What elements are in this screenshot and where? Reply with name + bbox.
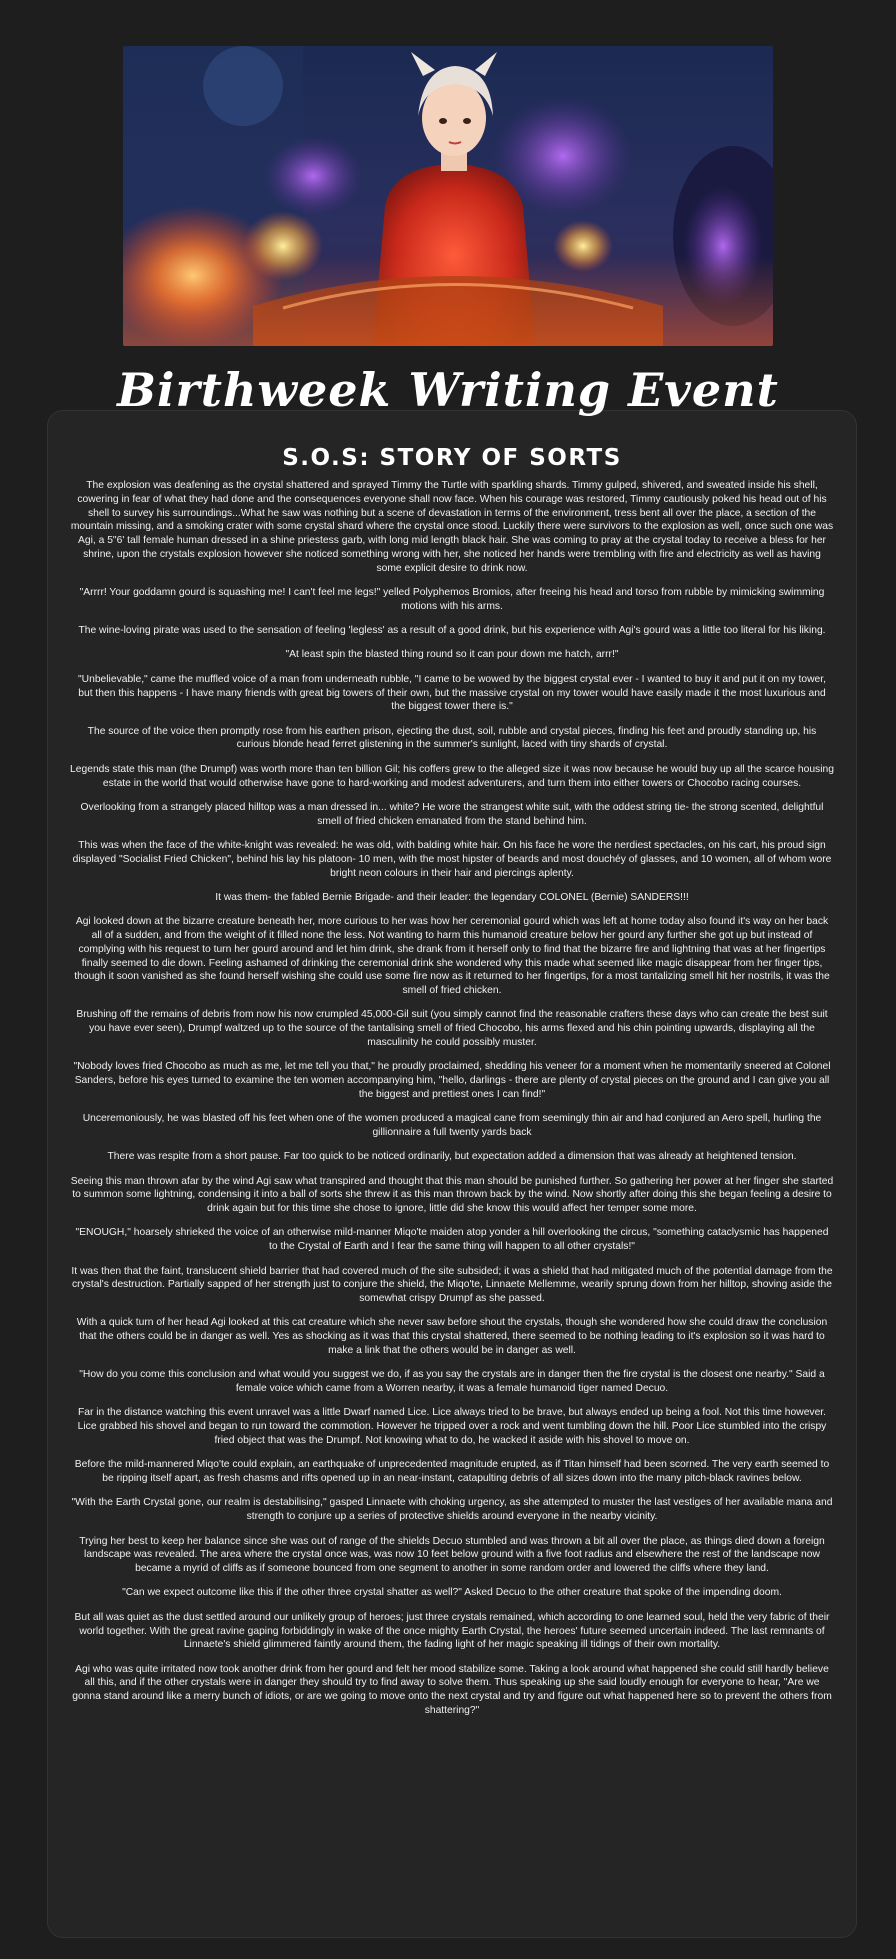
story-paragraph: With a quick turn of her head Agi looked at this cat creature which she never saw before shout the crystals, though she wondered how she could draw the conclusion that the others could be in danger as well. Yes as shocking as it was that this crystal shattered, there seemed to be nothing leading to it's explosion so it was hard to make a link that the others would be in danger as well. [76, 1317, 828, 1357]
story-paragraph: Agi who was quite irritated now took another drink from her gourd and felt her mood stabilize some. Taking a look around what happened she could still hardly believe all this, and if the other crystals were in danger they should try to find away to solve them. Thus speaking up she said loudly enough for everyone to hear, "Are we gonna stand around like a merry bunch of idiots, or are we going to move onto the next crystal and try and figure out what happened here so to prevent the others from shattering?" [72, 1663, 832, 1716]
story-paragraph: Agi looked down at the bizarre creature beneath her, more curious to her was how her ceremonial gourd which was left at home today also found it's way on her back all of a sudden, and from the weight of it filled none the less. Not wanting to harm this humanoid creature below her gourd any further she got up but instead of complying with his request to turn her gourd around and let him drink, she drank from it herself only to find that the bizarre fire and lightning that was at her fingertips finally seemed to die down. Feeling ashamed of drinking the ceremonial drink she wondered why this made what seemed like magic disappear from her finger tips, though it soon vanished as she found herself wishing she could use some fire now as it returned to her fingertips, for a most tantalizing smell hit her nostrils, it was the smell of fried chicken. [74, 916, 830, 997]
story-paragraph: "With the Earth Crystal gone, our realm is destabilising," gasped Linnaete with choking urgency, as she attempted to muster the last vestiges of her available mana and strength to conjure up a series of protective shields around everyone in the nearby vicinity. [71, 1497, 833, 1523]
hero-image [123, 46, 773, 346]
story-paragraph: "Nobody loves fried Chocobo as much as me, let me tell you that," he proudly proclaimed, shedding his veneer for a moment when he momentarily sneered at Colonel Sanders, before his eyes turned to examine the ten women accompanying him, "hello, darlings - there are plenty of crystal pieces on the ground and I can give you all the biggest and prettiest ones I can find!" [73, 1061, 831, 1100]
story-paragraph: Far in the distance watching this event unravel was a little Dwarf named Lice. Lice always tried to be brave, but always ended up being a fool. Not this time however. Lice grabbed his shovel and began to run toward the commotion. However he tripped over a rock and went tumbling down the hill. Poor Lice stumbled into the crispy fried object that was the Drumpf. Not knowing what to do, he wacked it aside with his shovel to move on. [77, 1407, 827, 1447]
story-paragraph: "At least spin the blasted thing round so it can pour down me hatch, arrr!" [285, 649, 619, 661]
story-paragraph: It was then that the faint, translucent shield barrier that had covered much of the site subsided; it was a shield that had mitigated much of the potential damage from the crystal's destruction. Partially sapped of her strength just to conjure the shield, the Miqo'te, Linnaete Mellemme, wearily sprung down from her hilltop, shoving aside the somewhat crispy Drumpf as she passed. [71, 1265, 833, 1305]
story-paragraph: "How do you come this conclusion and what would you suggest we do, if as you say the crystals are in danger then the fire crystal is the closest one nearby." Said a female voice which came from a Worren nearby, it was a female humanoid tiger named Decuo. [79, 1369, 825, 1395]
story-paragraph: It was them- the fabled Bernie Brigade- and their leader: the legendary COLONEL (Bernie) SANDERS!!! [215, 891, 689, 903]
story-paragraph: "Arrrr! Your goddamn gourd is squashing me! I can't feel me legs!" yelled Polyphemos Bromios, after freeing his head and torso from rubble by mimicking swimming motions with his arms. [79, 587, 825, 612]
story-paragraph: But all was quiet as the dust settled around our unlikely group of heroes; just three crystals remained, which according to one learned soul, held the very fabric of their world together. With the great ravine gaping forbiddingly in wake of the once mighty Earth Crystal, the heroes' future seemed uncertain indeed. The last remnants of Linnaete's shield glimmered faintly around them, the fading light of her magic speaking ill tidings of their own mortality. [74, 1611, 830, 1651]
story-paragraph: The explosion was deafening as the crystal shattered and sprayed Timmy the Turtle with sparkling shards. Timmy gulped, shivered, and sweated inside his shell, cowering in fear of what they had done and the consequences everyone shall now face. When his courage was restored, Timmy cautiously poked his head out of his shell to survey his surroundings...What he saw was nothing but a scene of devastation in terms of the environment, tress bent all over the place, a section of the mountain missing, and a smoking crater with some crystal shard where the crystal once stood. Luckily there were survivors to the explosion as well, once such one was Agi, a 5"6' tall female human dressed in a shine priestess garb, with long mid length black hair. She was coming to pray at the crystal today to receive a bless for her shrine, upon the crystals explosion however she noticed something wrong with her, she noticed her hands were trembling with fire and electricity as well as having some explicit desire to drink now. [70, 480, 834, 574]
story-paragraph: Seeing this man thrown afar by the wind Agi saw what transpired and thought that this man should be punished further. So gathering her power at her finger she started to summon some lightning, condensing it into a ball of sorts she threw it as this man thrown back by the wind. Now shortly after doing this she began feeling a desire to drink again but for this time she chose to ignore, little did she know this would affect her temper some more. [70, 1175, 834, 1215]
story-paragraph: There was respite from a short pause. Far too quick to be noticed ordinarily, but expectation added a dimension that was already at heightened tension. [107, 1151, 797, 1163]
story-paragraph: This was when the face of the white-knight was revealed: he was old, with balding white hair. On his face he wore the nerdiest spectacles, on his cart, his proud sign displayed "Socialist Fried Chicken", behind his lay his platoon- 10 men, with the most hipster of beards and most douchéy of glasses, and 10 women, all of whom wore bright neon colours in their hair and piercings aplenty. [72, 839, 832, 879]
story-paragraph: Legends state this man (the Drumpf) was worth more than ten billion Gil; his coffers grew to the alleged size it was now because he would buy up all the scarce housing estate in the world that would otherwise have gone to hard-working and modest adventurers, and turn them into either towers or Chocobo racing courses. [70, 763, 834, 789]
story-paragraph: "Unbelievable," came the muffled voice of a man from underneath rubble, "I came to be wowed by the biggest crystal ever - I wanted to buy it and put it on my tower, but then this happens - I have many friends with great big towers of their own, but the massive crystal on my tower would have easily made it the most luxurious and the biggest tower there is." [78, 673, 826, 713]
story-body [48, 479, 856, 1718]
story-paragraph: Before the mild-mannered Miqo'te could explain, an earthquake of unprecedented magnitude erupted, as if Titan himself had been scorned. The very earth seemed to be ripping itself apart, as fresh chasms and rifts opened up in an near-instant, catapulting debris of all sizes down into the many pitch-black ravines below. [74, 1459, 830, 1485]
story-paragraph: Trying her best to keep her balance since she was out of range of the shields Decuo stumbled and was thrown a bit all over the place, as things died down a foreign landscape was revealed. The area where the crystal once was, was now 10 feet below ground with a five foot radius and elsewhere the rest of the landscape now became a myrid of cliffs as if someone bounced from one segment to another in some random order and lowered the cliffs where they land. [79, 1535, 825, 1575]
story-paragraph: "Can we expect outcome like this if the other three crystal shatter as well?" Asked Decuo to the other creature that spoke of the impending doom. [122, 1587, 782, 1599]
story-paragraph: Brushing off the remains of debris from now his now crumpled 45,000-Gil suit (you simply cannot find the reasonable crafters these days who can create the best suit you have ever seen), Drumpf waltzed up to the source of the tantalising smell of fried Chocobo, his arms flexed and his chin pointing upwards, displaying all the masculinity he could possibly muster. [76, 1009, 828, 1048]
story-panel [47, 410, 857, 1938]
story-title: S.O.S: STORY OF SORTS [282, 445, 622, 471]
event-title: Birthweek Writing Event [117, 363, 779, 417]
story-paragraph: "ENOUGH," hoarsely shrieked the voice of an otherwise mild-manner Miqo'te maiden atop yonder a hill overlooking the circus, "something cataclysmic has happened to the Crystal of Earth and I fear the same thing will happen to all other crystals!" [75, 1227, 829, 1253]
story-paragraph: Unceremoniously, he was blasted off his feet when one of the women produced a magical cane from seemingly thin air and had conjured an Aero spell, hurling the gillionnaire a full twenty yards back [82, 1113, 822, 1138]
story-paragraph: The source of the voice then promptly rose from his earthen prison, ejecting the dust, soil, rubble and crystal pieces, finding his feet and proudly standing up, his curious blonde head ferret glistening in the summer's sunlight, laced with tiny shards of crystal. [87, 725, 817, 751]
story-paragraph: Overlooking from a strangely placed hilltop was a man dressed in... white? He wore the strangest white suit, with the oddest string tie- the strong scented, delightful smell of fried chicken emanated from the stand behind him. [80, 801, 824, 827]
story-paragraph: The wine-loving pirate was used to the sensation of feeling 'legless' as a result of a good drink, but his experience with Agi's gourd was a little too literal for his liking. [78, 625, 826, 637]
